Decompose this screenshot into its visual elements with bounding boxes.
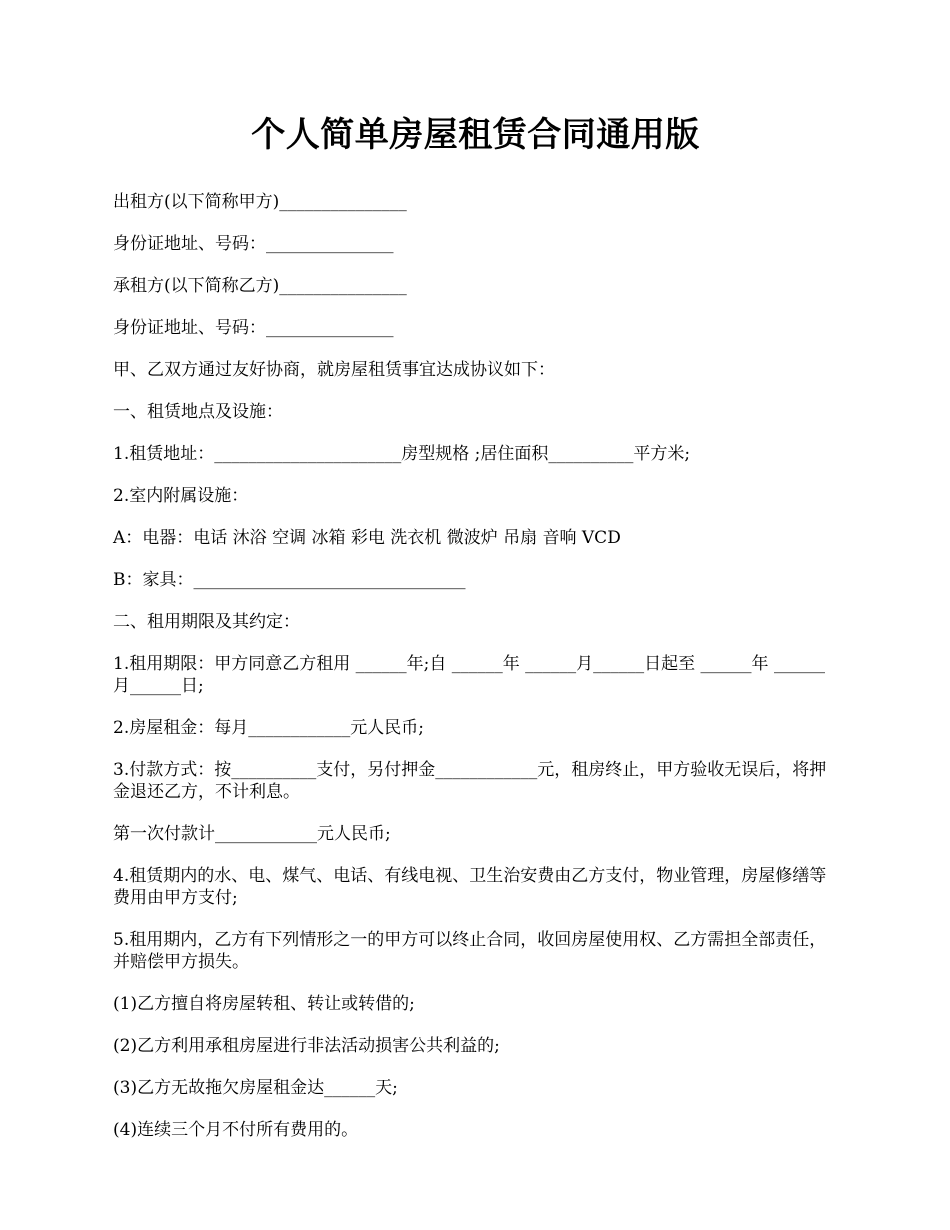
agreement-intro: 甲、乙双方通过友好协商，就房屋租赁事宜达成协议如下： [113, 360, 555, 380]
clause-facilities: 2.室内附属设施： [113, 486, 249, 506]
clause-furniture: B：家具：________________________________ [113, 570, 466, 590]
lessee-line: 承租方(以下简称乙方)_______________ [113, 276, 407, 296]
clause-payment-method: 3.付款方式：按__________支付，另付押金____________元，租房终止，甲方验收无误后，将押金退还乙方，不计利息。 [113, 760, 827, 802]
lessee-id-line: 身份证地址、号码：_______________ [113, 318, 394, 338]
clause-rent: 2.房屋租金：每月____________元人民币; [113, 718, 424, 738]
section-heading-term: 二、租用期限及其约定： [113, 612, 300, 632]
lessor-id-line: 身份证地址、号码：_______________ [113, 234, 394, 254]
clause-lease-term: 1.租用期限：甲方同意乙方租用 ______年;自 ______年 ______月______日起至 ______年 ______月______日; [113, 654, 825, 696]
lessor-line: 出租方(以下简称甲方)_______________ [113, 192, 407, 212]
section-heading-location: 一、租赁地点及设施： [113, 402, 283, 422]
clause-first-payment: 第一次付款计____________元人民币; [113, 824, 391, 844]
termination-item-2: (2)乙方利用承租房屋进行非法活动损害公共利益的; [113, 1036, 500, 1056]
termination-item-1: (1)乙方擅自将房屋转租、转让或转借的; [113, 994, 415, 1014]
document-title: 个人简单房屋租赁合同通用版 [251, 115, 700, 155]
clause-utilities: 4.租赁期内的水、电、煤气、电话、有线电视、卫生治安费由乙方支付，物业管理，房屋修缮等费用由甲方支付; [113, 866, 827, 908]
clause-termination: 5.租用期内，乙方有下列情形之一的甲方可以终止合同，收回房屋使用权、乙方需担全部责任，并赔偿甲方损失。 [113, 930, 827, 972]
clause-appliances: A：电器：电话 沐浴 空调 冰箱 彩电 洗衣机 微波炉 吊扇 音响 VCD [113, 528, 621, 548]
clause-rental-address: 1.租赁地址：______________________房型规格 ;居住面积__________平方米; [113, 444, 691, 464]
termination-item-3: (3)乙方无故拖欠房屋租金达______天; [113, 1078, 398, 1098]
termination-item-4: (4)连续三个月不付所有费用的。 [113, 1120, 359, 1140]
